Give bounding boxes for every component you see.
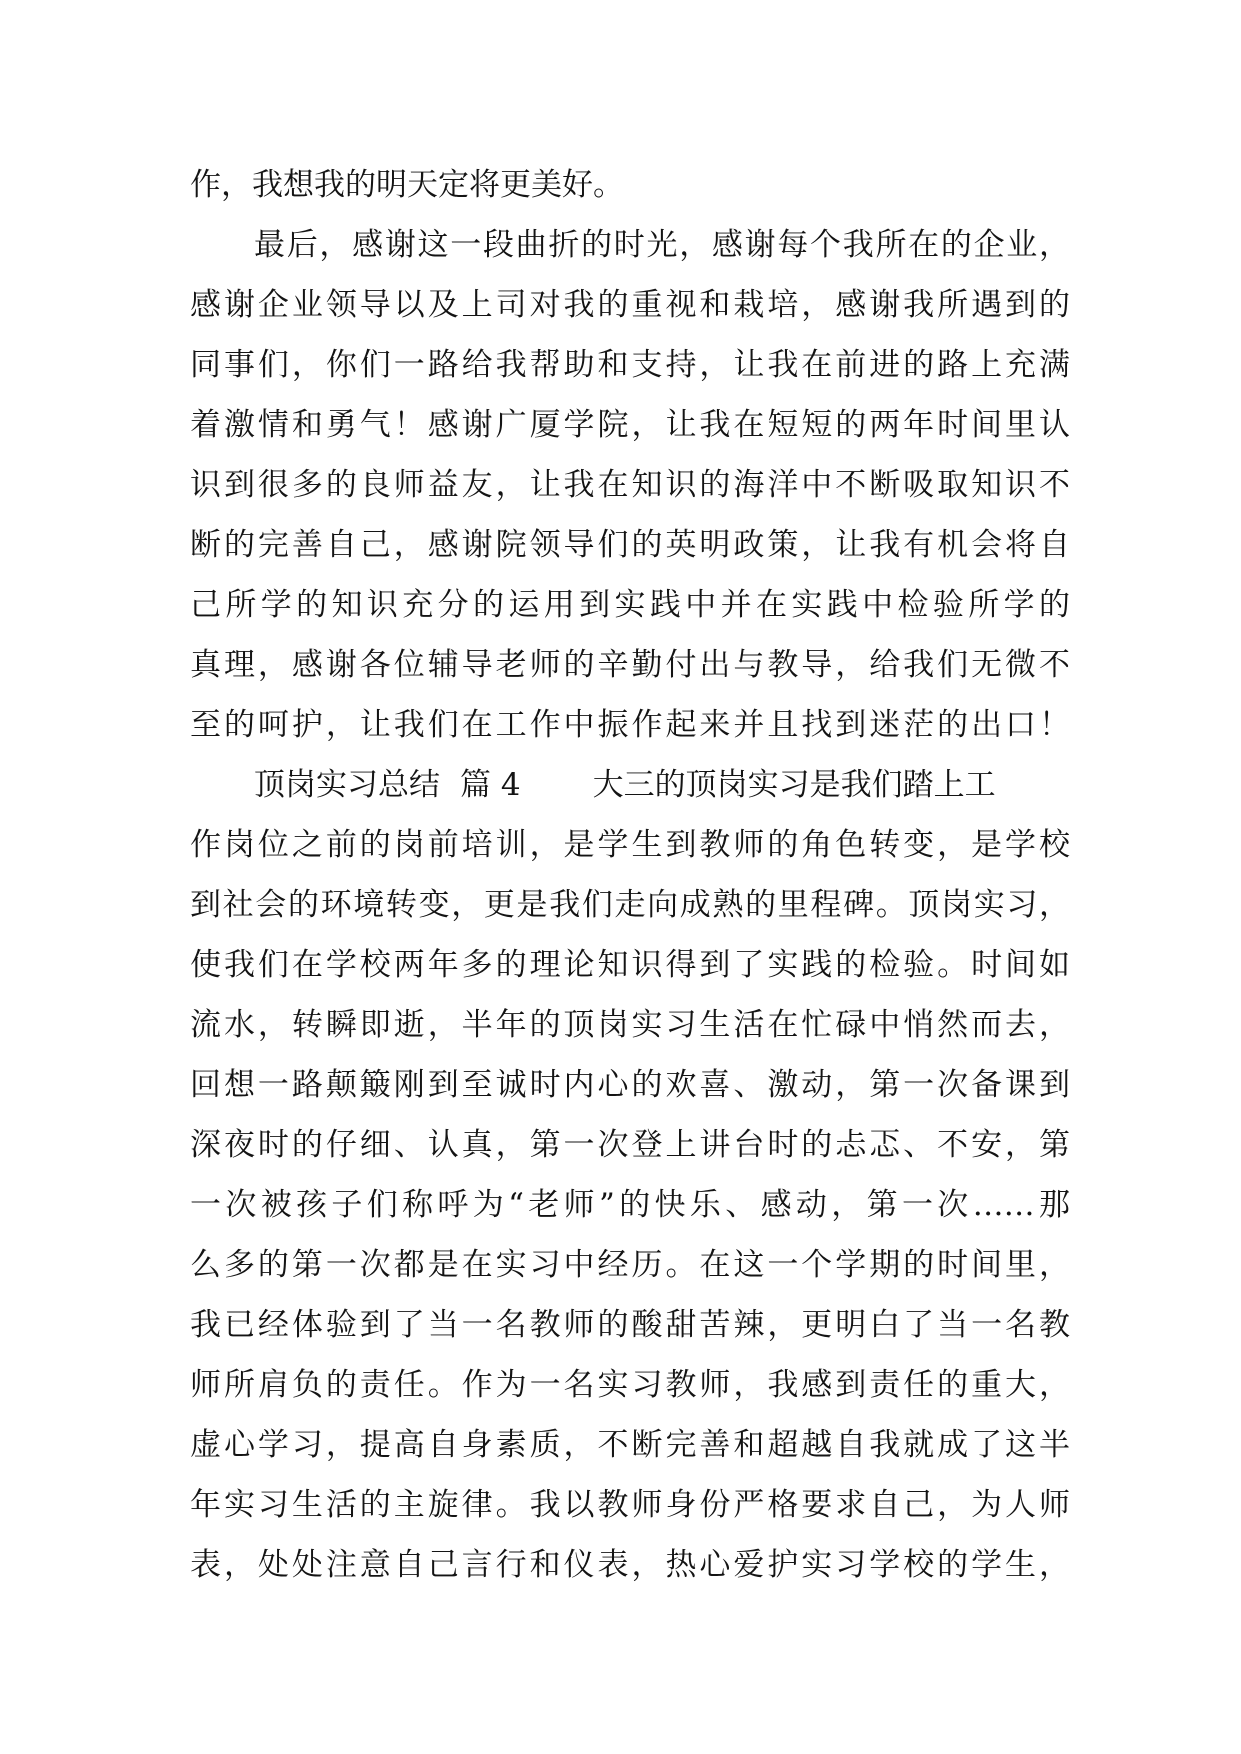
text-line: 年实习生活的主旋律。我以教师身份严格要求自己，为人师: [190, 1487, 1070, 1523]
text-line: 着激情和勇气！感谢广厦学院，让我在短短的两年时间里认: [190, 407, 1070, 443]
text-line: 己所学的知识充分的运用到实践中并在实践中检验所学的: [190, 587, 1070, 623]
text-line: 大三的顶岗实习是我们踏上工: [592, 767, 996, 803]
text-line: 一次被孩子们称呼为“老师”的快乐、感动，第一次……那: [190, 1187, 1070, 1223]
text-line: 虚心学习，提高自身素质，不断完善和超越自我就成了这半: [190, 1427, 1070, 1463]
text-line: 同事们，你们一路给我帮助和支持，让我在前进的路上充满: [190, 347, 1070, 383]
paragraph-start-line: 最后，感谢这一段曲折的时光，感谢每个我所在的企业，: [254, 227, 1070, 263]
section-title: 顶岗实习总结: [254, 767, 440, 803]
text-line: 师所肩负的责任。作为一名实习教师，我感到责任的重大，: [190, 1367, 1070, 1403]
text-line: 断的完善自己，感谢院领导们的英明政策，让我有机会将自: [190, 527, 1070, 563]
text-line: 表，处处注意自己言行和仪表，热心爱护实习学校的学生，: [190, 1547, 1070, 1583]
text-line: 至的呵护，让我们在工作中振作起来并且找到迷茫的出口！: [190, 707, 1070, 743]
text-line: 到社会的环境转变，更是我们走向成熟的里程碑。顶岗实习，: [190, 887, 1070, 923]
text-line: 作岗位之前的岗前培训，是学生到教师的角色转变，是学校: [190, 827, 1070, 863]
document-body: [190, 155, 1070, 1595]
section-heading-line: [190, 755, 1070, 815]
text-line: 真理，感谢各位辅导老师的辛勤付出与教导，给我们无微不: [190, 647, 1070, 683]
text-line: 回想一路颠簸刚到至诚时内心的欢喜、激动，第一次备课到: [190, 1067, 1070, 1103]
text-line: 识到很多的良师益友，让我在知识的海洋中不断吸取知识不: [190, 467, 1070, 503]
text-line: 感谢企业领导以及上司对我的重视和栽培，感谢我所遇到的: [190, 287, 1070, 323]
text-line: 深夜时的仔细、认真，第一次登上讲台时的忐忑、不安，第: [190, 1127, 1070, 1163]
text-line: 流水，转瞬即逝，半年的顶岗实习生活在忙碌中悄然而去，: [190, 1007, 1070, 1043]
section-number: 篇 4: [460, 767, 521, 803]
text-line: 作，我想我的明天定将更美好。: [190, 167, 624, 203]
text-line: 使我们在学校两年多的理论知识得到了实践的检验。时间如: [190, 947, 1070, 983]
text-line: 我已经体验到了当一名教师的酸甜苦辣，更明白了当一名教: [190, 1307, 1070, 1343]
text-line: 么多的第一次都是在实习中经历。在这一个学期的时间里，: [190, 1247, 1070, 1283]
